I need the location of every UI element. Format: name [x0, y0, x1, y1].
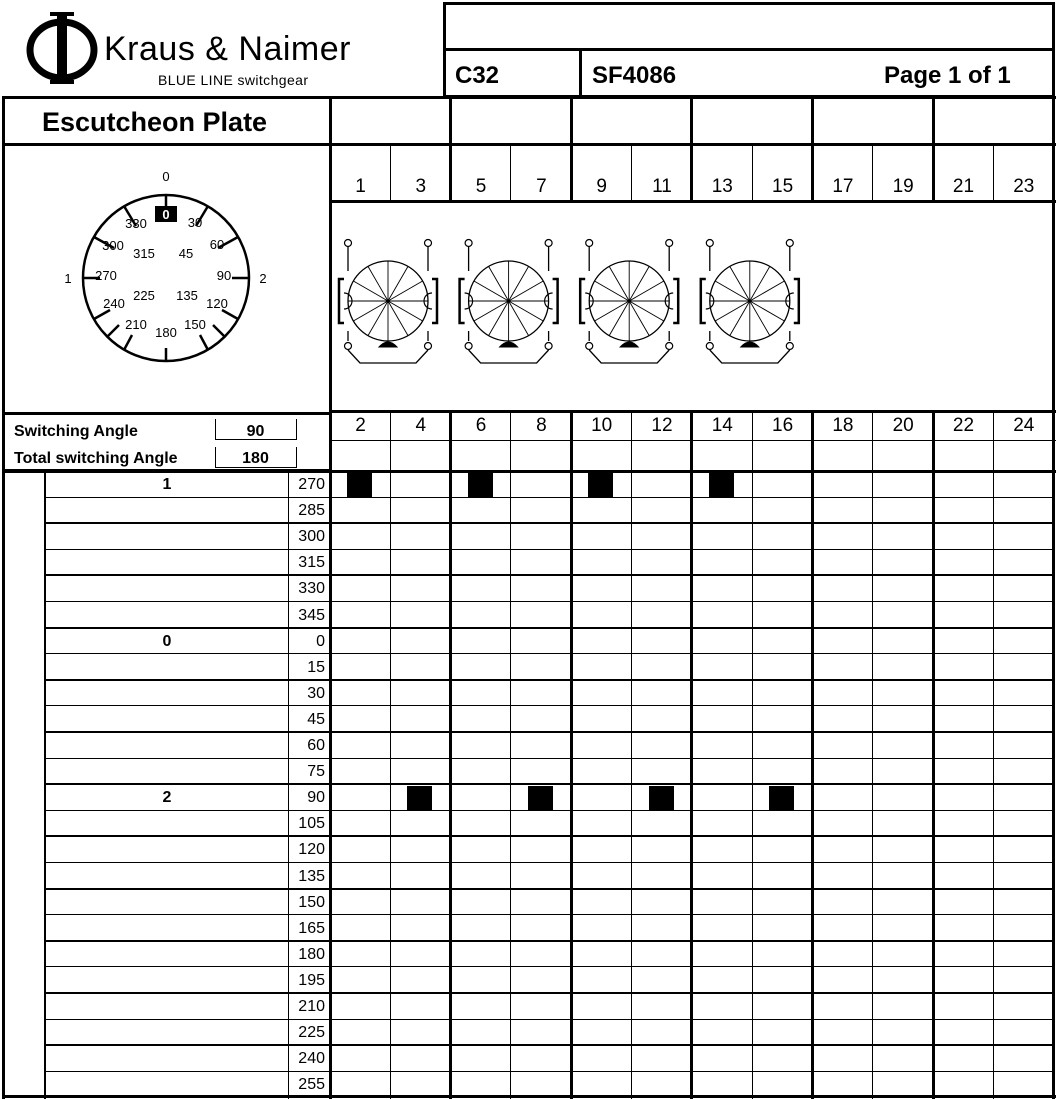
dial-label-270: 270 — [95, 268, 117, 283]
row-angle-30: 30 — [307, 684, 325, 702]
grid-line — [993, 410, 994, 1099]
contact-closed-marker — [468, 473, 493, 497]
dial-top-label: 0 — [162, 169, 170, 184]
page-label: Page 1 of 1 — [884, 62, 1011, 89]
row-divider — [44, 574, 1054, 576]
total-switching-angle-label: Total switching Angle — [14, 450, 178, 467]
contact-bottom-8: 8 — [536, 415, 547, 436]
row-divider — [44, 522, 1054, 524]
total-switching-angle-value: 180 — [242, 450, 269, 467]
row-angle-120: 120 — [298, 841, 325, 859]
row-divider — [44, 835, 1054, 837]
row-position-2: 2 — [162, 789, 172, 807]
contact-diagram — [580, 240, 678, 364]
row-angle-75: 75 — [307, 763, 325, 781]
grid-line — [690, 410, 693, 1099]
row-divider — [44, 601, 1054, 602]
row-angle-255: 255 — [298, 1076, 325, 1094]
grid-line — [390, 410, 391, 1099]
contact-top-19: 19 — [892, 176, 914, 197]
row-angle-240: 240 — [298, 1050, 325, 1068]
grid-line — [811, 410, 814, 1099]
grid-line — [329, 410, 332, 1099]
contact-top-23: 23 — [1013, 176, 1035, 197]
row-angle-225: 225 — [298, 1024, 325, 1042]
contact-top-5: 5 — [475, 176, 487, 197]
grid-line — [932, 410, 935, 1099]
contact-top-17: 17 — [832, 176, 854, 197]
contact-top-11: 11 — [652, 176, 672, 197]
contact-diagram — [701, 240, 799, 364]
contact-closed-marker — [407, 786, 432, 810]
grid-line — [631, 410, 632, 1099]
brand-tagline: BLUE LINE switchgear — [158, 72, 309, 88]
series-label: C32 — [455, 62, 500, 89]
contact-bottom-14: 14 — [711, 415, 733, 436]
row-divider — [44, 627, 1054, 629]
contact-top-15: 15 — [772, 176, 794, 197]
contact-bottom-12: 12 — [651, 415, 673, 436]
contact-bottom-10: 10 — [591, 415, 613, 436]
contact-diagram — [460, 240, 558, 364]
contact-top-13: 13 — [711, 176, 733, 197]
contact-bottom-6: 6 — [475, 415, 487, 436]
row-angle-105: 105 — [298, 815, 325, 833]
contact-bottom-4: 4 — [415, 415, 427, 436]
dial-label-330: 330 — [125, 216, 147, 231]
row-angle-210: 210 — [298, 998, 325, 1015]
contact-top-9: 9 — [596, 176, 607, 197]
row-divider — [44, 758, 1054, 759]
switching-angle-label: Switching Angle — [14, 423, 138, 440]
brand-name: Kraus & Naimer — [104, 30, 351, 68]
row-divider — [44, 1019, 1054, 1020]
dial-right-label: 2 — [259, 271, 267, 286]
row-angle-195: 195 — [298, 971, 325, 989]
row-divider — [44, 549, 1054, 550]
row-divider — [44, 992, 1054, 994]
dial-label-45: 45 — [178, 246, 194, 261]
grid-line — [449, 410, 452, 1099]
contact-closed-marker — [588, 473, 613, 497]
row-angle-90: 90 — [307, 789, 325, 807]
row-angle-285: 285 — [298, 502, 325, 520]
dial-label-180: 180 — [155, 325, 177, 340]
contact-closed-marker — [709, 473, 734, 497]
dial-label-120: 120 — [206, 296, 228, 311]
row-divider — [44, 1071, 1054, 1072]
dial-label-150: 150 — [184, 317, 206, 332]
row-angle-345: 345 — [298, 606, 325, 624]
row-divider — [44, 653, 1054, 654]
contact-closed-marker — [769, 786, 794, 810]
grid-line — [752, 410, 753, 1099]
grid-line — [872, 410, 873, 1099]
contact-bottom-20: 20 — [892, 415, 914, 436]
row-divider — [44, 940, 1054, 942]
grid-line — [570, 410, 573, 1099]
row-angle-270: 270 — [298, 476, 325, 493]
switching-angle-value: 90 — [246, 423, 265, 440]
row-position-0: 0 — [162, 632, 172, 650]
dial-label-30: 30 — [187, 215, 203, 230]
row-divider — [44, 497, 1054, 498]
row-angle-300: 300 — [298, 528, 325, 546]
contact-closed-marker — [347, 473, 372, 497]
contact-bottom-2: 2 — [355, 415, 366, 436]
contact-closed-marker — [528, 786, 553, 810]
grid-border — [2, 1095, 1056, 1098]
dial-label-60: 60 — [209, 237, 225, 252]
row-angle-180: 180 — [298, 945, 325, 963]
row-angle-135: 135 — [298, 867, 325, 885]
dial-label-240: 240 — [103, 296, 125, 311]
row-divider — [44, 888, 1054, 890]
code-label: SF4086 — [592, 62, 677, 89]
row-divider — [44, 1044, 1054, 1046]
row-divider — [44, 914, 1054, 915]
grid-border — [2, 471, 5, 1099]
row-divider — [44, 731, 1054, 733]
dial-label-315: 315 — [133, 246, 155, 261]
row-divider — [44, 679, 1054, 681]
grid-line — [510, 410, 511, 1099]
contact-bottom-18: 18 — [832, 415, 854, 436]
dial-left-label: 1 — [64, 271, 72, 286]
contact-top-1: 1 — [355, 176, 366, 197]
dial-label-135: 135 — [176, 288, 198, 303]
row-angle-330: 330 — [298, 580, 325, 598]
row-divider — [44, 966, 1054, 967]
contact-closed-marker — [649, 786, 674, 810]
row-angle-165: 165 — [298, 919, 325, 937]
contact-top-21: 21 — [952, 176, 975, 197]
escutcheon-title: Escutcheon Plate — [42, 107, 268, 137]
row-divider — [44, 862, 1054, 863]
contact-diagram — [339, 240, 437, 364]
row-angle-0: 0 — [316, 632, 325, 650]
row-angle-15: 15 — [307, 658, 325, 676]
row-angle-60: 60 — [307, 737, 325, 754]
dial-label-225: 225 — [133, 288, 155, 303]
row-angle-150: 150 — [298, 893, 325, 911]
dial-label-90: 90 — [216, 268, 232, 283]
contact-top-7: 7 — [536, 176, 547, 197]
row-angle-315: 315 — [298, 554, 325, 572]
contact-top-3: 3 — [415, 176, 427, 197]
dial-label-300: 300 — [102, 238, 124, 253]
row-divider — [44, 705, 1054, 706]
dial-label-210: 210 — [125, 317, 147, 332]
contact-bottom-24: 24 — [1013, 415, 1035, 436]
contact-bottom-22: 22 — [952, 415, 975, 436]
row-position-1: 1 — [162, 476, 172, 493]
grid-line — [1052, 410, 1055, 1099]
row-angle-45: 45 — [307, 710, 325, 728]
highlight-label: 0 — [162, 207, 170, 222]
row-divider — [44, 783, 1054, 785]
grid-line — [2, 470, 1056, 473]
contact-diagrams — [332, 205, 1054, 410]
contact-bottom-16: 16 — [772, 415, 794, 436]
